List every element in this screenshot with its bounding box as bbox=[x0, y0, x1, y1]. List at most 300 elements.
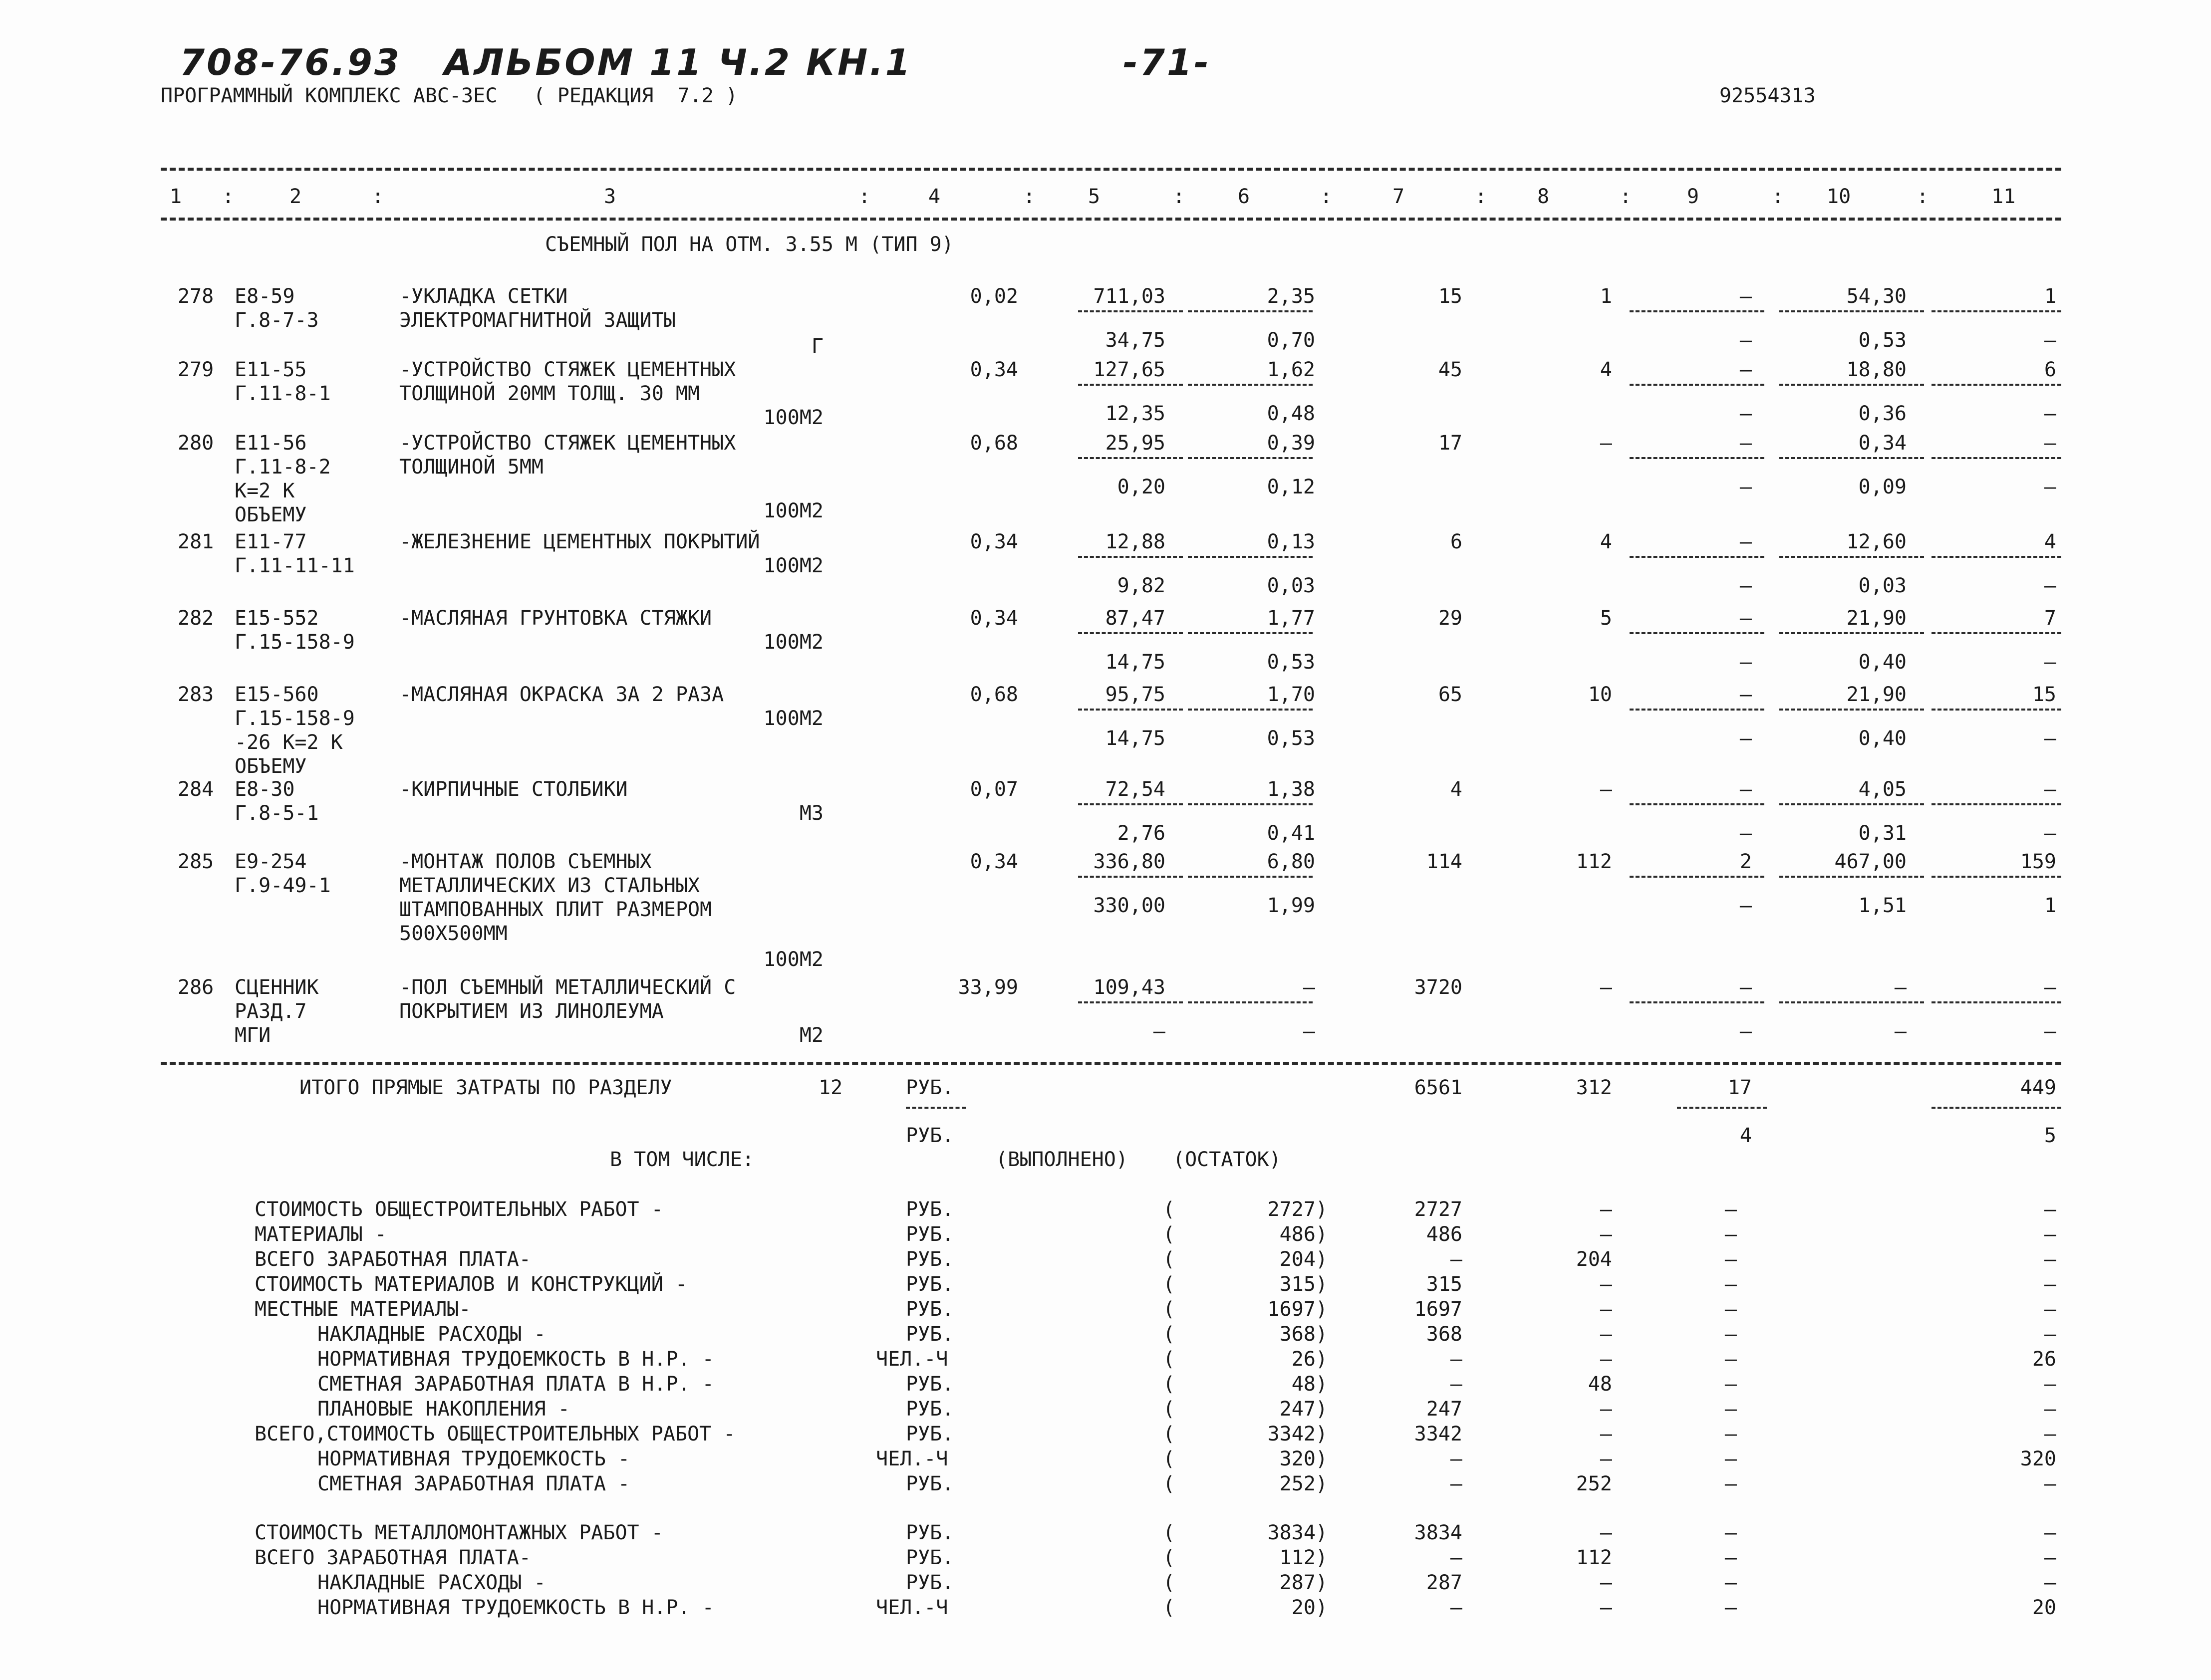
total-col11-sub: 5 bbox=[2044, 1124, 2056, 1147]
column-header-8: 8 bbox=[1537, 185, 1550, 208]
row-col11-sub: – bbox=[2044, 476, 2056, 498]
row-price-wages: 34,75 bbox=[1105, 329, 1165, 352]
row-col9-sub: – bbox=[1739, 329, 1752, 352]
summary-col8: – bbox=[1600, 1596, 1612, 1619]
row-rule bbox=[1630, 384, 1764, 386]
summary-unit: РУБ. bbox=[906, 1423, 954, 1445]
summary-value: 252) bbox=[1279, 1472, 1328, 1495]
row-machine-wages: 0,03 bbox=[1267, 574, 1315, 597]
row-col11-sub: – bbox=[2044, 402, 2056, 425]
total-subrule bbox=[906, 1107, 966, 1109]
summary-col7: 315 bbox=[1426, 1273, 1462, 1296]
column-header-10: 10 bbox=[1827, 185, 1851, 208]
row-code: Г.11-11-11 bbox=[235, 554, 355, 577]
row-description: -УКЛАДКА СЕТКИ bbox=[399, 285, 568, 308]
summary-col9: – bbox=[1724, 1472, 1737, 1495]
column-header-4: 4 bbox=[928, 185, 941, 208]
row-code: -26 К=2 К bbox=[235, 731, 343, 754]
column-separator: : bbox=[1320, 185, 1333, 208]
summary-col11: 20 bbox=[2032, 1596, 2056, 1619]
row-code: Г.11-8-1 bbox=[235, 382, 331, 405]
row-description: -УСТРОЙСТВО СТЯЖЕК ЦЕМЕНТНЫХ bbox=[399, 432, 736, 455]
row-price: 87,47 bbox=[1105, 607, 1165, 630]
row-price-wages: 2,76 bbox=[1117, 822, 1165, 845]
row-rule bbox=[1932, 803, 2061, 805]
row-rule bbox=[1779, 556, 1924, 558]
row-col11-sub: – bbox=[2044, 1020, 2056, 1043]
row-rule bbox=[1779, 709, 1924, 711]
row-code: Г.15-158-9 bbox=[235, 707, 355, 730]
row-unit: М3 bbox=[799, 802, 824, 825]
summary-col7: 247 bbox=[1426, 1398, 1462, 1421]
summary-col7: – bbox=[1450, 1373, 1462, 1396]
row-col9-sub: – bbox=[1739, 1020, 1752, 1043]
row-col9: – bbox=[1739, 976, 1752, 999]
summary-col7: – bbox=[1450, 1546, 1462, 1569]
summary-paren-open: ( bbox=[1163, 1521, 1175, 1544]
summary-label: СМЕТНАЯ ЗАРАБОТНАЯ ПЛАТА - bbox=[317, 1472, 630, 1495]
summary-col11: – bbox=[2044, 1248, 2056, 1271]
summary-value: 247) bbox=[1279, 1398, 1328, 1421]
row-code: Г.9-49-1 bbox=[235, 874, 331, 897]
row-number: 284 bbox=[178, 778, 214, 801]
row-machine-cost: 1,77 bbox=[1267, 607, 1315, 630]
row-rule bbox=[1630, 457, 1764, 459]
summary-unit: РУБ. bbox=[906, 1472, 954, 1495]
row-rule bbox=[1630, 556, 1764, 558]
row-col9-sub: – bbox=[1739, 822, 1752, 845]
summary-label: НАКЛАДНЫЕ РАСХОДЫ - bbox=[317, 1323, 546, 1346]
row-unit: 100М2 bbox=[763, 631, 824, 654]
summary-col8: 112 bbox=[1576, 1546, 1612, 1569]
row-col9: – bbox=[1739, 285, 1752, 308]
row-number: 281 bbox=[178, 530, 214, 553]
row-code: Е8-59 bbox=[235, 285, 295, 308]
summary-paren-open: ( bbox=[1163, 1472, 1175, 1495]
row-description: -МАСЛЯНАЯ ГРУНТОВКА СТЯЖКИ bbox=[399, 607, 712, 630]
row-code: МГИ bbox=[235, 1024, 271, 1047]
summary-col9: – bbox=[1724, 1398, 1737, 1421]
summary-col8: – bbox=[1600, 1298, 1612, 1321]
summary-col9: – bbox=[1724, 1198, 1737, 1221]
row-description: -УСТРОЙСТВО СТЯЖЕК ЦЕМЕНТНЫХ bbox=[399, 358, 736, 381]
column-header-11: 11 bbox=[1991, 185, 2016, 208]
row-code: Е8-30 bbox=[235, 778, 295, 801]
row-col10: 18,80 bbox=[1846, 358, 1907, 381]
row-unit: 100М2 bbox=[763, 948, 824, 971]
summary-col8: – bbox=[1600, 1571, 1612, 1594]
total-col8: 312 bbox=[1576, 1076, 1612, 1099]
summary-col8: – bbox=[1600, 1273, 1612, 1296]
column-separator: : bbox=[858, 185, 871, 208]
row-rule bbox=[1932, 632, 2061, 634]
summary-paren-open: ( bbox=[1163, 1423, 1175, 1445]
summary-value: 204) bbox=[1279, 1248, 1328, 1271]
row-col10: 21,90 bbox=[1846, 683, 1907, 706]
row-code: РАЗД.7 bbox=[235, 1000, 307, 1023]
summary-col8: 204 bbox=[1576, 1248, 1612, 1271]
row-total-cost: 3720 bbox=[1414, 976, 1462, 999]
row-rule bbox=[1779, 876, 1924, 878]
summary-col11: – bbox=[2044, 1398, 2056, 1421]
row-rule bbox=[1630, 632, 1764, 634]
summary-col9: – bbox=[1724, 1298, 1737, 1321]
row-col11-sub: – bbox=[2044, 727, 2056, 750]
total-subrule bbox=[1932, 1107, 2061, 1109]
row-quantity: 0,34 bbox=[970, 850, 1018, 873]
summary-unit: РУБ. bbox=[906, 1398, 954, 1421]
row-description: 500Х500ММ bbox=[399, 922, 508, 945]
summary-label: ПЛАНОВЫЕ НАКОПЛЕНИЯ - bbox=[317, 1398, 570, 1421]
summary-col11: – bbox=[2044, 1472, 2056, 1495]
summary-unit: РУБ. bbox=[906, 1323, 954, 1346]
column-separator: : bbox=[1620, 185, 1632, 208]
row-rule bbox=[1932, 556, 2061, 558]
row-number: 279 bbox=[178, 358, 214, 381]
row-col9-sub: – bbox=[1739, 651, 1752, 674]
row-wages: 1 bbox=[1600, 285, 1612, 308]
row-price-wages: 12,35 bbox=[1105, 402, 1165, 425]
row-rule bbox=[1932, 709, 2061, 711]
row-col11-sub: – bbox=[2044, 651, 2056, 674]
column-separator: : bbox=[1173, 185, 1185, 208]
row-price-wages: 14,75 bbox=[1105, 727, 1165, 750]
row-rule bbox=[1188, 310, 1313, 312]
row-rule bbox=[1188, 384, 1313, 386]
summary-value: 3834) bbox=[1267, 1521, 1328, 1544]
row-machine-wages: 0,41 bbox=[1267, 822, 1315, 845]
row-price-wages: 14,75 bbox=[1105, 651, 1165, 674]
summary-value: 2727) bbox=[1267, 1198, 1328, 1221]
summary-col9: – bbox=[1724, 1596, 1737, 1619]
row-unit: 100М2 bbox=[763, 554, 824, 577]
row-col9-sub: – bbox=[1739, 894, 1752, 917]
summary-label: ВСЕГО ЗАРАБОТНАЯ ПЛАТА- bbox=[255, 1248, 531, 1271]
total-unit: РУБ. bbox=[906, 1076, 954, 1099]
summary-paren-open: ( bbox=[1163, 1248, 1175, 1271]
summary-label: НОРМАТИВНАЯ ТРУДОЕМКОСТЬ В Н.Р. - bbox=[317, 1596, 714, 1619]
total-col9-sub: 4 bbox=[1739, 1124, 1752, 1147]
row-wages: 4 bbox=[1600, 358, 1612, 381]
row-number: 278 bbox=[178, 285, 214, 308]
row-code: Е11-55 bbox=[235, 358, 307, 381]
summary-col9: – bbox=[1724, 1323, 1737, 1346]
summary-col8: – bbox=[1600, 1348, 1612, 1371]
row-col10: 0,34 bbox=[1858, 432, 1907, 455]
row-total-cost: 4 bbox=[1450, 778, 1462, 801]
row-price: 711,03 bbox=[1093, 285, 1165, 308]
row-rule bbox=[1932, 876, 2061, 878]
section-title: СЪЕМНЫЙ ПОЛ НА ОТМ. 3.55 М (ТИП 9) bbox=[545, 233, 954, 256]
summary-value: 3342) bbox=[1267, 1423, 1328, 1445]
row-col11: – bbox=[2044, 976, 2056, 999]
summary-unit: РУБ. bbox=[906, 1273, 954, 1296]
row-machine-cost: 1,70 bbox=[1267, 683, 1315, 706]
column-separator: : bbox=[1772, 185, 1784, 208]
summary-col7: – bbox=[1450, 1348, 1462, 1371]
summary-label: СТОИМОСТЬ ОБЩЕСТРОИТЕЛЬНЫХ РАБОТ - bbox=[255, 1198, 663, 1221]
row-col9: – bbox=[1739, 607, 1752, 630]
row-total-cost: 6 bbox=[1450, 530, 1462, 553]
summary-col9: – bbox=[1724, 1273, 1737, 1296]
row-price: 109,43 bbox=[1093, 976, 1165, 999]
summary-unit: РУБ. bbox=[906, 1571, 954, 1594]
row-code: Г.8-5-1 bbox=[235, 802, 319, 825]
row-rule bbox=[1078, 457, 1183, 459]
summary-value: 486) bbox=[1279, 1223, 1328, 1246]
row-description: ЭЛЕКТРОМАГНИТНОЙ ЗАЩИТЫ bbox=[399, 309, 676, 332]
row-rule bbox=[1779, 384, 1924, 386]
doc-number: 92554313 bbox=[1719, 84, 1816, 107]
summary-unit: ЧЕЛ.-Ч bbox=[876, 1348, 948, 1371]
row-machine-wages: 0,53 bbox=[1267, 727, 1315, 750]
total-col7: 6561 bbox=[1414, 1076, 1462, 1099]
row-col10-sub: 0,53 bbox=[1858, 329, 1907, 352]
row-machine-wages: 0,53 bbox=[1267, 651, 1315, 674]
summary-label: СТОИМОСТЬ МАТЕРИАЛОВ И КОНСТРУКЦИЙ - bbox=[255, 1273, 687, 1296]
column-header-1: 1 bbox=[170, 185, 182, 208]
summary-paren-open: ( bbox=[1163, 1571, 1175, 1594]
summary-col9: – bbox=[1724, 1373, 1737, 1396]
row-col11-sub: – bbox=[2044, 329, 2056, 352]
row-rule bbox=[1188, 1001, 1313, 1003]
row-rule bbox=[1779, 803, 1924, 805]
row-price-wages: 330,00 bbox=[1093, 894, 1165, 917]
row-col10: – bbox=[1894, 976, 1907, 999]
summary-paren-open: ( bbox=[1163, 1398, 1175, 1421]
row-code: Е15-560 bbox=[235, 683, 319, 706]
row-quantity: 33,99 bbox=[958, 976, 1018, 999]
row-rule bbox=[1078, 384, 1183, 386]
row-col11: 15 bbox=[2032, 683, 2056, 706]
row-price: 12,88 bbox=[1105, 530, 1165, 553]
row-code: ОБЪЕМУ bbox=[235, 503, 307, 526]
summary-col8: – bbox=[1600, 1198, 1612, 1221]
row-col10: 4,05 bbox=[1858, 778, 1907, 801]
row-unit: Г bbox=[811, 335, 824, 358]
row-rule bbox=[1932, 384, 2061, 386]
row-rule bbox=[1188, 457, 1313, 459]
row-col9: – bbox=[1739, 530, 1752, 553]
row-number: 285 bbox=[178, 850, 214, 873]
summary-label: ВСЕГО ЗАРАБОТНАЯ ПЛАТА- bbox=[255, 1546, 531, 1569]
summary-label: МЕСТНЫЕ МАТЕРИАЛЫ- bbox=[255, 1298, 471, 1321]
summary-unit: РУБ. bbox=[906, 1198, 954, 1221]
row-rule bbox=[1932, 1001, 2061, 1003]
summary-value: 320) bbox=[1279, 1447, 1328, 1470]
summary-unit: РУБ. bbox=[906, 1373, 954, 1396]
summary-label: СТОИМОСТЬ МЕТАЛЛОМОНТАЖНЫХ РАБОТ - bbox=[255, 1521, 663, 1544]
row-rule bbox=[1779, 310, 1924, 312]
summary-unit: РУБ. bbox=[906, 1223, 954, 1246]
column-separator: : bbox=[1023, 185, 1036, 208]
column-separator: : bbox=[1917, 185, 1929, 208]
summary-label: НОРМАТИВНАЯ ТРУДОЕМКОСТЬ В Н.Р. - bbox=[317, 1348, 714, 1371]
row-description: ПОКРЫТИЕМ ИЗ ЛИНОЛЕУМА bbox=[399, 1000, 664, 1023]
row-rule bbox=[1188, 709, 1313, 711]
row-col9-sub: – bbox=[1739, 727, 1752, 750]
summary-value: 26) bbox=[1291, 1348, 1328, 1371]
summary-value: 48) bbox=[1291, 1373, 1328, 1396]
row-total-cost: 15 bbox=[1438, 285, 1462, 308]
row-rule bbox=[1630, 876, 1764, 878]
summary-col11: – bbox=[2044, 1521, 2056, 1544]
summary-col7: 287 bbox=[1426, 1571, 1462, 1594]
row-col9: – bbox=[1739, 358, 1752, 381]
row-col11-sub: – bbox=[2044, 822, 2056, 845]
summary-value: 287) bbox=[1279, 1571, 1328, 1594]
row-machine-cost: 1,62 bbox=[1267, 358, 1315, 381]
row-total-cost: 17 bbox=[1438, 432, 1462, 455]
row-rule bbox=[1078, 1001, 1183, 1003]
row-col10-sub: 0,09 bbox=[1858, 476, 1907, 498]
summary-paren-open: ( bbox=[1163, 1373, 1175, 1396]
row-price: 336,80 bbox=[1093, 850, 1165, 873]
row-col11: – bbox=[2044, 778, 2056, 801]
row-quantity: 0,02 bbox=[970, 285, 1018, 308]
row-quantity: 0,34 bbox=[970, 607, 1018, 630]
summary-col11: – bbox=[2044, 1223, 2056, 1246]
row-code: К=2 К bbox=[235, 480, 295, 502]
row-description: -ПОЛ СЪЕМНЫЙ МЕТАЛЛИЧЕСКИЙ С bbox=[399, 976, 736, 999]
row-number: 286 bbox=[178, 976, 214, 999]
row-description: -МАСЛЯНАЯ ОКРАСКА ЗА 2 РАЗА bbox=[399, 683, 724, 706]
row-col10-sub: 0,03 bbox=[1858, 574, 1907, 597]
row-col10: 21,90 bbox=[1846, 607, 1907, 630]
summary-unit: РУБ. bbox=[906, 1248, 954, 1271]
row-rule bbox=[1078, 709, 1183, 711]
row-col11-sub: – bbox=[2044, 574, 2056, 597]
row-rule bbox=[1078, 632, 1183, 634]
summary-paren-open: ( bbox=[1163, 1298, 1175, 1321]
row-rule bbox=[1630, 1001, 1764, 1003]
summary-col9: – bbox=[1724, 1447, 1737, 1470]
row-rule bbox=[1779, 457, 1924, 459]
summary-value: 112) bbox=[1279, 1546, 1328, 1569]
summary-col11: 320 bbox=[2020, 1447, 2056, 1470]
summary-col11: – bbox=[2044, 1298, 2056, 1321]
row-col9-sub: – bbox=[1739, 402, 1752, 425]
row-rule bbox=[1078, 556, 1183, 558]
row-code: Г.11-8-2 bbox=[235, 456, 331, 479]
summary-col7: 486 bbox=[1426, 1223, 1462, 1246]
summary-col7: 3342 bbox=[1414, 1423, 1462, 1445]
row-col9: 2 bbox=[1739, 850, 1752, 873]
row-description: ТОЛЩИНОЙ 5ММ bbox=[399, 456, 544, 479]
row-machine-wages: 0,48 bbox=[1267, 402, 1315, 425]
summary-paren-open: ( bbox=[1163, 1348, 1175, 1371]
summary-value: 20) bbox=[1291, 1596, 1328, 1619]
row-wages: 112 bbox=[1576, 850, 1612, 873]
summary-col7: – bbox=[1450, 1248, 1462, 1271]
summary-col9: – bbox=[1724, 1546, 1737, 1569]
row-total-cost: 114 bbox=[1426, 850, 1462, 873]
row-machine-wages: 0,12 bbox=[1267, 476, 1315, 498]
row-machine-wages: 0,70 bbox=[1267, 329, 1315, 352]
row-rule bbox=[1779, 1001, 1924, 1003]
row-code: Е15-552 bbox=[235, 607, 319, 630]
summary-unit: РУБ. bbox=[906, 1521, 954, 1544]
summary-col8: – bbox=[1600, 1447, 1612, 1470]
summary-unit: ЧЕЛ.-Ч bbox=[876, 1596, 948, 1619]
total-unit2: РУБ. bbox=[906, 1124, 954, 1147]
row-price: 72,54 bbox=[1105, 778, 1165, 801]
summary-col11: – bbox=[2044, 1423, 2056, 1445]
summary-label: НАКЛАДНЫЕ РАСХОДЫ - bbox=[317, 1571, 546, 1594]
column-header-5: 5 bbox=[1088, 185, 1101, 208]
row-code: СЦЕННИК bbox=[235, 976, 319, 999]
row-number: 282 bbox=[178, 607, 214, 630]
summary-col9: – bbox=[1724, 1348, 1737, 1371]
row-rule bbox=[1630, 310, 1764, 312]
summary-value: 1697) bbox=[1267, 1298, 1328, 1321]
summary-col7: 2727 bbox=[1414, 1198, 1462, 1221]
total-rule bbox=[161, 1062, 2061, 1065]
row-col10: 54,30 bbox=[1846, 285, 1907, 308]
row-col11: 159 bbox=[2020, 850, 2056, 873]
page-number: -71- bbox=[1123, 41, 1211, 83]
row-col11: – bbox=[2044, 432, 2056, 455]
row-machine-cost: – bbox=[1303, 976, 1315, 999]
row-wages: 10 bbox=[1588, 683, 1612, 706]
row-col10: 12,60 bbox=[1846, 530, 1907, 553]
summary-value: 368) bbox=[1279, 1323, 1328, 1346]
row-rule bbox=[1188, 876, 1313, 878]
summary-col9: – bbox=[1724, 1223, 1737, 1246]
row-rule bbox=[1078, 876, 1183, 878]
summary-col8: – bbox=[1600, 1398, 1612, 1421]
header-rule-bottom bbox=[161, 218, 2061, 221]
summary-col7: – bbox=[1450, 1447, 1462, 1470]
row-wages: 5 bbox=[1600, 607, 1612, 630]
row-description: -КИРПИЧНЫЕ СТОЛБИКИ bbox=[399, 778, 628, 801]
row-machine-wages: – bbox=[1303, 1020, 1315, 1043]
summary-col11: – bbox=[2044, 1198, 2056, 1221]
handwritten-code: 708-76.93 bbox=[180, 41, 401, 83]
summary-paren-open: ( bbox=[1163, 1596, 1175, 1619]
summary-col7: 3834 bbox=[1414, 1521, 1462, 1544]
summary-label: НОРМАТИВНАЯ ТРУДОЕМКОСТЬ - bbox=[317, 1447, 630, 1470]
summary-col11: – bbox=[2044, 1571, 2056, 1594]
column-header-3: 3 bbox=[604, 185, 616, 208]
row-rule bbox=[1188, 803, 1313, 805]
summary-label: СМЕТНАЯ ЗАРАБОТНАЯ ПЛАТА В Н.Р. - bbox=[317, 1373, 714, 1396]
total-section: 12 bbox=[819, 1076, 843, 1099]
row-description: ШТАМПОВАННЫХ ПЛИТ РАЗМЕРОМ bbox=[399, 898, 712, 921]
row-rule bbox=[1630, 709, 1764, 711]
row-col11: 4 bbox=[2044, 530, 2056, 553]
summary-col8: 252 bbox=[1576, 1472, 1612, 1495]
summary-paren-open: ( bbox=[1163, 1323, 1175, 1346]
summary-col9: – bbox=[1724, 1248, 1737, 1271]
row-wages: – bbox=[1600, 432, 1612, 455]
summary-col11: – bbox=[2044, 1273, 2056, 1296]
row-col10-sub: – bbox=[1894, 1020, 1907, 1043]
summary-col11: – bbox=[2044, 1546, 2056, 1569]
row-col11: 6 bbox=[2044, 358, 2056, 381]
row-machine-cost: 1,38 bbox=[1267, 778, 1315, 801]
row-col9-sub: – bbox=[1739, 574, 1752, 597]
summary-paren-open: ( bbox=[1163, 1546, 1175, 1569]
row-code: Г.8-7-3 bbox=[235, 309, 319, 332]
summary-col11: 26 bbox=[2032, 1348, 2056, 1371]
row-col11-sub: 1 bbox=[2044, 894, 2056, 917]
row-quantity: 0,68 bbox=[970, 432, 1018, 455]
row-machine-cost: 2,35 bbox=[1267, 285, 1315, 308]
row-rule bbox=[1188, 556, 1313, 558]
row-machine-cost: 0,39 bbox=[1267, 432, 1315, 455]
row-machine-cost: 0,13 bbox=[1267, 530, 1315, 553]
